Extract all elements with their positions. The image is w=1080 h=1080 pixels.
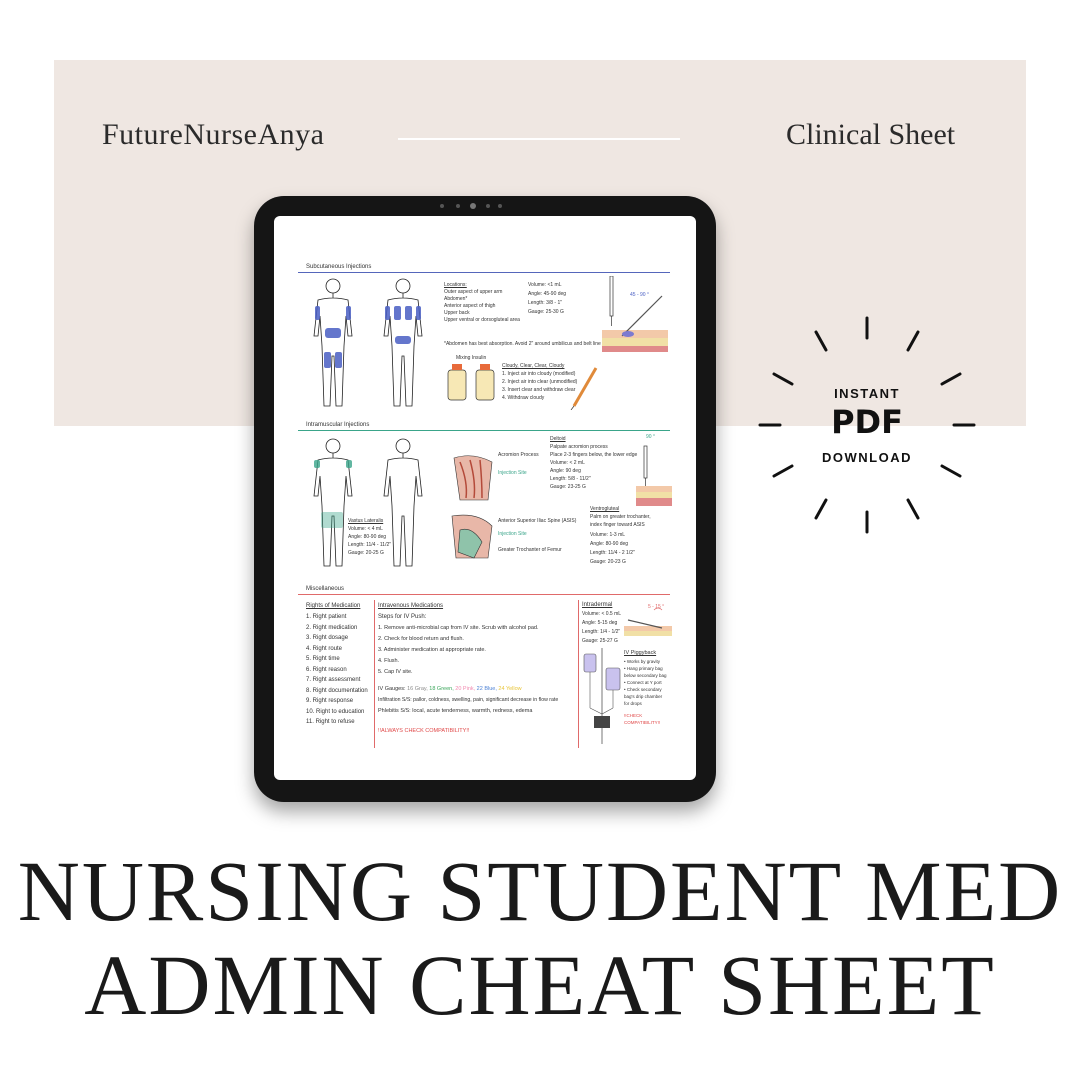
camera-dot [486,204,490,208]
piggyback-item: below secondary bag [624,673,667,678]
infiltration-text: Infiltration S/S: pallor, coldness, swelling, pain, significant decrease in flow rate [378,697,559,703]
section-title-im: Intramuscular Injections [306,422,370,428]
location-item: Upper ventral or dorsogluteal area [444,317,520,323]
iv-gauges-label: IV Gauges: [378,686,406,692]
vastus-spec: Angle: 80-90 deg [348,534,387,540]
ventro-spec: Angle: 80-90 deg [590,541,629,547]
vastus-spec: Volume: < 4 mL [348,526,383,532]
right-item: 2. Right medication [306,624,358,631]
piggyback-warning: COMPATIBILITY!! [624,720,661,725]
subq-spec: Gauge: 25-30 G [528,309,564,315]
syringe-icon [570,366,600,410]
subq-spec: Volume: <1 mL [528,282,562,288]
iv-gauge-item: 20 Pink, [453,686,476,692]
id-spec: Volume: < 0.5 mL [582,611,622,617]
ventro-spec: Volume: 1-3 mL [590,532,626,538]
headline-line-1: NURSING STUDENT MED [17,843,1063,939]
ventro-spec: Length: 11/4 - 2 1/2" [590,550,635,556]
headline-line-2: ADMIN CHEAT SHEET [84,937,996,1033]
mixing-step: 2. Inject air into clear (unmodified) [502,379,578,385]
deltoid-spec: Length: 5/8 - 11/2" [550,476,591,482]
trochanter-label: Greater Trochanter of Femur [498,547,562,553]
iv-step: 4. Flush. [378,658,400,664]
location-item: Anterior aspect of thigh [444,303,496,309]
vastus-label: Vastus Lateralis [348,518,384,524]
intradermal-title: Intradermal [582,602,613,608]
piggyback-item: • Connect at Y port [624,680,662,685]
header-divider [398,138,680,140]
column-divider [578,600,579,748]
badge-pdf: PDF [831,403,903,441]
deltoid-title: Deltoid [550,436,566,442]
iv-step: 3. Administer medication at appropriate rate. [378,647,486,653]
deltoid-spec: Volume: < 2 mL [550,460,585,466]
injection-site-label: Injection Site [498,531,527,537]
iv-step: 1. Remove anti-microbial cap from IV site. Scrub with alcohol pad. [378,625,539,631]
subq-angle-label: 45 - 90 ° [630,292,649,298]
mixing-insulin-label: Mixing Insulin [456,355,487,361]
camera-lens [470,203,476,209]
right-item: 10. Right to education [306,708,365,715]
sheet-type-label: Clinical Sheet [786,118,956,151]
ventro-spec: Palm on greater trochanter, [590,514,651,520]
right-item: 8. Right documentation [306,687,368,694]
iv-step: 5. Cap IV site. [378,669,413,675]
acromion-label: Acromion Process [498,452,539,458]
iv-gauge-list [407,686,522,692]
ventro-spec: Gauge: 20-23 G [590,559,626,565]
piggyback-title: IV Piggyback [624,650,657,656]
rights-title: Rights of Medication [306,603,361,609]
section-divider [298,430,670,431]
right-item: 7. Right assessment [306,677,361,683]
id-spec: Angle: 5-15 deg [582,620,618,626]
id-angle-label: 5 - 15 ° [648,604,665,610]
mixing-step: 1. Inject air into cloudy (modified) [502,371,576,377]
intradermal-diagram [624,606,672,640]
ventrogluteal-hand-diagram [448,512,498,562]
insulin-vials-icon [444,364,500,404]
right-item: 11. Right to refuse [306,719,355,725]
im-syringe-skin-diagram [636,436,672,506]
ventro-spec: index finger toward ASIS [590,522,645,528]
iv-gauge-item: 24 Yellow [496,686,522,692]
camera-dot [498,204,502,208]
iv-title: Intravenous Medications [378,603,444,609]
piggyback-item: • Hang primary bag [624,666,663,671]
deltoid-spec: Angle: 90 deg [550,468,581,474]
section-title-misc: Miscellaneous [306,586,345,592]
iv-sub: Steps for IV Push: [378,614,427,620]
asis-label: Anterior Superior Iliac Spine (ASIS) [498,518,577,524]
syringe-skin-diagram [602,276,672,352]
subq-spec: Angle: 45-90 deg [528,291,567,297]
injection-site-label: Injection Site [498,470,527,476]
subq-note: *Abdomen has best absorption. Avoid 2" around umbilicus and belt line [444,341,601,347]
id-spec: Gauge: 25-27 G [582,638,618,644]
locations-label: Locations: [444,282,467,288]
camera-dot [440,204,444,208]
location-item: Outer aspect of upper arm [444,289,503,295]
iv-step: 2. Check for blood return and flush. [378,636,464,642]
camera-dot [456,204,460,208]
iv-warning: !!ALWAYS CHECK COMPATIBILITY!! [378,728,470,734]
subq-spec: Length: 3/8 - 1" [528,300,563,306]
iv-piggyback-diagram [580,648,624,744]
ventrogluteal-title: Ventrogluteal [590,506,620,512]
brand-name: FutureNurseAnya [102,118,325,151]
iv-gauge-item: 16 Gray, [407,686,428,692]
subq-body-diagram [298,276,438,416]
piggyback-item: • Works by gravity [624,659,660,664]
mixing-step: 3. Insert clear and withdraw clear [502,387,576,393]
vastus-spec: Length: 11/4 - 11/2" [348,542,392,548]
section-title-subq: Subcutaneous Injections [306,264,372,270]
location-item: Abdomen* [444,296,468,302]
piggyback-item: • Check secondary [624,687,662,692]
tablet-screen [274,216,696,780]
vastus-spec: Gauge: 20-25 G [348,550,384,556]
right-item: 4. Right route [306,645,343,652]
piggyback-item: bag's drip chamber [624,694,663,699]
deltoid-spec: Palpate acromion process [550,444,608,450]
iv-gauge-item: 18 Green, [427,686,454,692]
iv-gauge-item: 22 Blue, [475,686,497,692]
piggyback-warning: !!CHECK [624,713,643,718]
deltoid-spec: Place 2-3 fingers below, the lower edge [550,452,638,458]
section-divider [298,272,670,273]
phlebitis-text: Phlebitis S/S: local, acute tenderness, warmth, redness, edema [378,708,533,714]
right-item: 3. Right dosage [306,635,349,641]
section-divider [298,594,670,595]
id-spec: Length: 1/4 - 1/2" [582,629,621,635]
right-item: 1. Right patient [306,614,347,620]
mixing-steps-title: Cloudy, Clear, Clear, Cloudy [502,363,565,369]
im-angle-label: 90 ° [646,434,655,440]
right-item: 5. Right time [306,656,340,662]
column-divider [374,600,375,748]
badge-instant: INSTANT [834,386,900,401]
piggyback-item: for drops [624,701,642,706]
deltoid-spec: Gauge: 23-25 G [550,484,586,490]
badge-download: DOWNLOAD [822,450,912,465]
iv-gauges-row [378,684,522,695]
deltoid-muscle-diagram [448,452,498,504]
right-item: 9. Right response [306,698,354,704]
mixing-step: 4. Withdraw cloudy [502,395,545,401]
right-item: 6. Right reason [306,666,347,673]
location-item: Upper back [444,310,470,316]
